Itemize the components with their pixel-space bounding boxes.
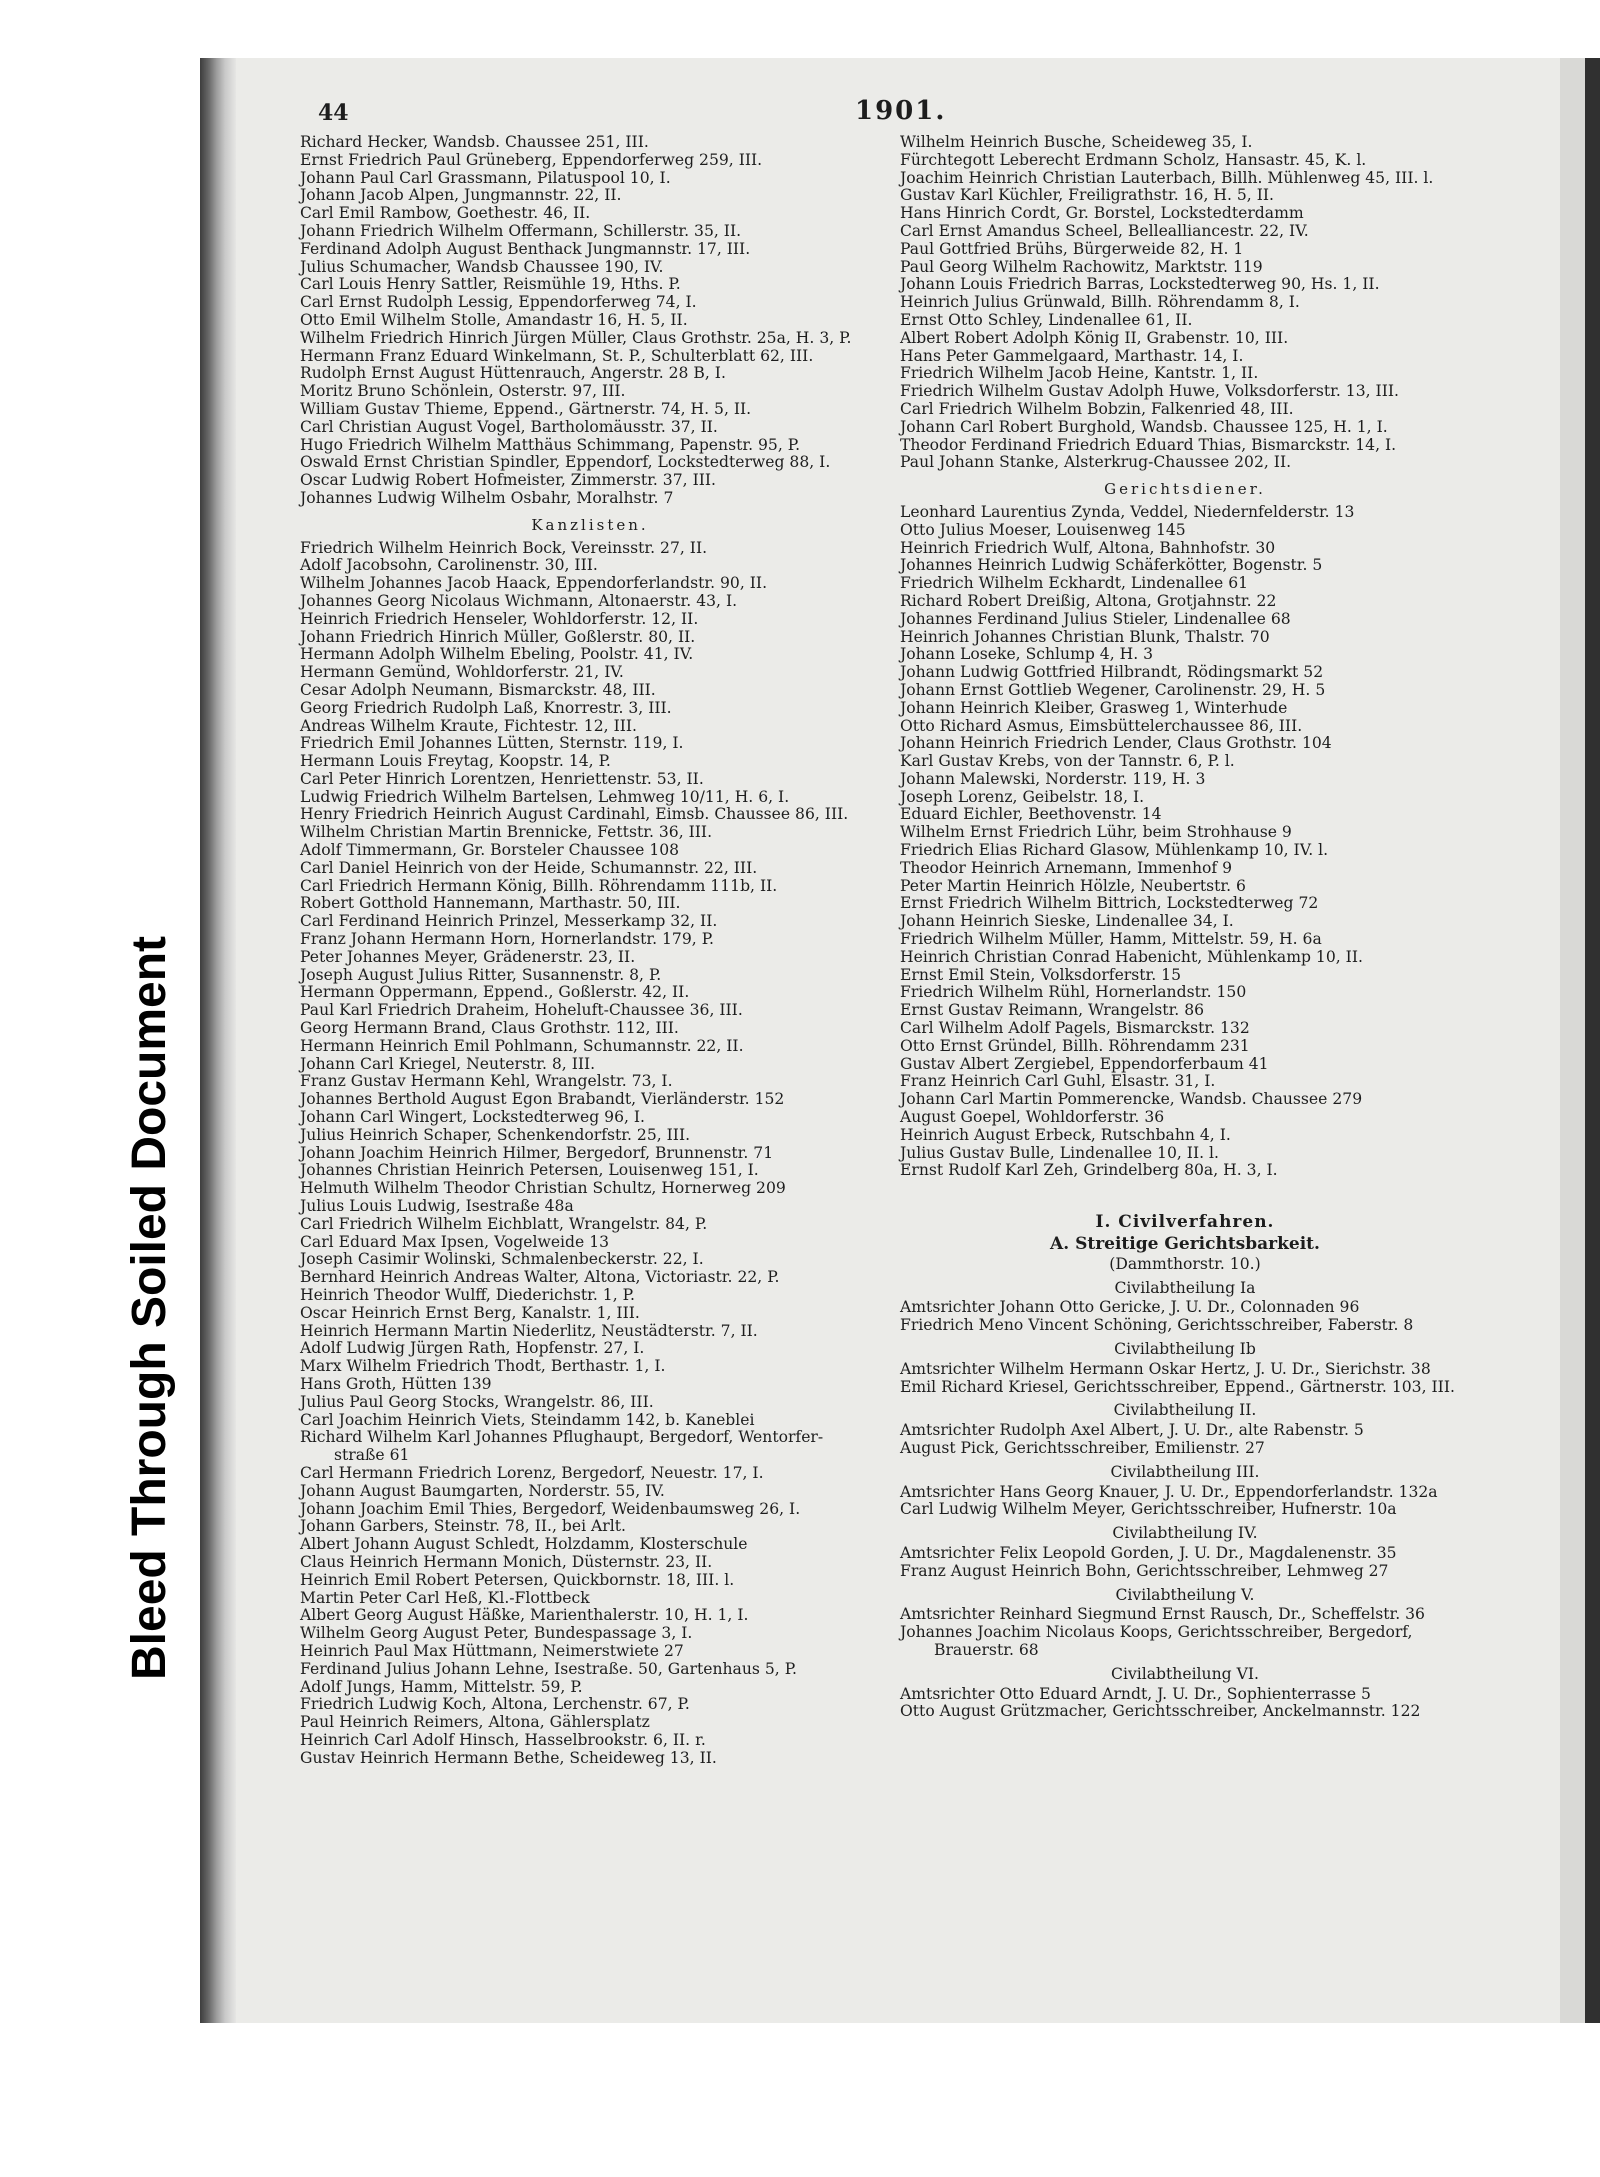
list-item: Carl Wilhelm Adolf Pagels, Bismarckstr. 132 — [900, 1019, 1250, 1038]
list-item: Hans Groth, Hütten 139 — [300, 1374, 492, 1393]
list-item: Carl Peter Hinrich Lorentzen, Henriettenstr. 53, II. — [300, 769, 704, 788]
department-line: Friedrich Meno Vincent Schöning, Gerichtsschreiber, Faberstr. 8 — [900, 1316, 1414, 1335]
list-item: Carl Christian August Vogel, Bartholomäusstr. 37, II. — [300, 417, 718, 436]
condition-stamp — [50, 665, 176, 1680]
page-edge — [1560, 58, 1585, 2023]
list-item: Johann Loseke, Schlump 4, H. 3 — [900, 645, 1154, 664]
list-item: Heinrich Christian Conrad Habenicht, Mühlenkamp 10, II. — [900, 947, 1363, 966]
list-item: Johannes Heinrich Ludwig Schäferkötter, Bogenstr. 5 — [900, 556, 1323, 575]
list-item: August Goepel, Wohldorferstr. 36 — [900, 1108, 1165, 1127]
left-entry-list — [300, 134, 880, 508]
list-item: Georg Friedrich Rudolph Laß, Knorrestr. 3, III. — [300, 698, 672, 717]
list-item: Johann Ernst Gottlieb Wegener, Carolinenstr. 29, H. 5 — [900, 680, 1326, 699]
department-title: Civilabtheilung VI. — [1111, 1664, 1259, 1683]
department-line: Amtsrichter Hans Georg Knauer, J. U. Dr., Eppendorferlandstr. 132a — [900, 1482, 1438, 1501]
list-item: Ernst Otto Schley, Lindenallee 61, II. — [900, 310, 1193, 329]
list-item: Johann Heinrich Kleiber, Grasweg 1, Winterhude — [900, 698, 1288, 717]
department-line: Amtsrichter Rudolph Axel Albert, J. U. Dr., alte Rabenstr. 5 — [900, 1421, 1364, 1440]
list-item: Friedrich Wilhelm Jacob Heine, Kantstr. 1, II. — [900, 364, 1259, 383]
list-item: Ludwig Friedrich Wilhelm Bartelsen, Lehmweg 10/11, H. 6, I. — [300, 787, 790, 806]
department-line: Amtsrichter Johann Otto Gericke, J. U. Dr., Colonnaden 96 — [900, 1298, 1360, 1317]
list-item: Leonhard Laurentius Zynda, Veddel, Niedernfelderstr. 13 — [900, 502, 1355, 521]
list-item: Paul Karl Friedrich Draheim, Hoheluft-Chaussee 36, III. — [300, 1001, 743, 1020]
list-item: Cesar Adolph Neumann, Bismarckstr. 48, III. — [300, 680, 656, 699]
list-item: Karl Gustav Krebs, von der Tannstr. 6, P. l. — [900, 752, 1235, 771]
list-item: Friedrich Wilhelm Müller, Hamm, Mittelstr. 59, H. 6a — [900, 930, 1322, 949]
civil-heading: I. Civilverfahren. — [1095, 1212, 1275, 1233]
list-item: Albert Georg August Häßke, Marienthalerstr. 10, H. 1, I. — [300, 1606, 749, 1625]
list-item: Oswald Ernst Christian Spindler, Eppendorf, Lockstedterweg 88, I. — [300, 453, 831, 472]
list-item: Carl Joachim Heinrich Viets, Steindamm 142, b. Kaneblei — [300, 1410, 755, 1429]
right-entry-list — [900, 134, 1470, 472]
list-item: Carl Daniel Heinrich von der Heide, Schumannstr. 22, III. — [300, 858, 758, 877]
list-item: Rudolph Ernst August Hüttenrauch, Angerstr. 28 B, I. — [300, 364, 726, 383]
list-item: Johann Heinrich Friedrich Lender, Claus Grothstr. 104 — [900, 734, 1332, 753]
list-item: Hans Hinrich Cordt, Gr. Borstel, Lockstedterdamm — [900, 204, 1304, 223]
list-item: Franz Gustav Hermann Kehl, Wrangelstr. 73, I. — [300, 1072, 673, 1091]
department-title: Civilabtheilung III. — [1110, 1462, 1260, 1481]
list-item: Carl Friedrich Wilhelm Bobzin, Falkenried 48, III. — [900, 399, 1294, 418]
list-item: Carl Ernst Amandus Scheel, Bellealliancestr. 22, IV. — [900, 221, 1309, 240]
list-item: Hermann Oppermann, Eppend., Goßlerstr. 42, II. — [300, 983, 690, 1002]
list-item: Friedrich Wilhelm Eckhardt, Lindenallee 61 — [900, 574, 1249, 593]
list-item: Julius Schumacher, Wandsb Chaussee 190, IV. — [300, 257, 664, 276]
list-item: Adolf Timmermann, Gr. Borsteler Chaussee 108 — [300, 841, 680, 860]
list-item: Joseph August Julius Ritter, Susannenstr. 8, P. — [300, 965, 662, 984]
list-item: Otto Richard Asmus, Eimsbüttelerchaussee 86, III. — [900, 716, 1303, 735]
list-item: Johannes Ludwig Wilhelm Osbahr, Moralhstr. 7 — [300, 488, 674, 507]
department-line: Amtsrichter Felix Leopold Gorden, J. U. Dr., Magdalenenstr. 35 — [900, 1543, 1397, 1562]
list-item: Theodor Heinrich Arnemann, Immenhof 9 — [900, 858, 1233, 877]
list-item: Hermann Gemünd, Wohldorferstr. 21, IV. — [300, 663, 624, 682]
list-item: Robert Gotthold Hannemann, Marthastr. 50, III. — [300, 894, 681, 913]
list-item: Georg Hermann Brand, Claus Grothstr. 112, III. — [300, 1019, 679, 1038]
list-item: Carl Hermann Friedrich Lorenz, Bergedorf, Neuestr. 17, I. — [300, 1463, 764, 1482]
list-item: Heinrich Emil Robert Petersen, Quickbornstr. 18, III. l. — [300, 1570, 735, 1589]
list-item: Heinrich August Erbeck, Rutschbahn 4, I. — [900, 1125, 1231, 1144]
department-line: Otto August Grützmacher, Gerichtsschreiber, Anckelmannstr. 122 — [900, 1702, 1421, 1721]
list-item: Adolf Ludwig Jürgen Rath, Hopfenstr. 27, I. — [300, 1339, 645, 1358]
page-year: 1901. — [855, 96, 947, 126]
list-item: Heinrich Theodor Wulff, Diederichstr. 1, P. — [300, 1286, 635, 1304]
list-item: Fürchtegott Leberecht Erdmann Scholz, Hansastr. 45, K. l. — [900, 150, 1367, 169]
list-item: Albert Johann August Schledt, Holzdamm, Klosterschule — [300, 1535, 748, 1554]
list-item: Wilhelm Johannes Jacob Haack, Eppendorferlandstr. 90, II. — [300, 574, 768, 593]
list-item: Carl Ernst Rudolph Lessig, Eppendorferweg 74, I. — [300, 293, 697, 312]
civil-subheading: A. Streitige Gerichtsbarkeit. — [1050, 1234, 1320, 1255]
left-column — [300, 134, 880, 1768]
list-item: Paul Heinrich Reimers, Altona, Gählersplatz — [300, 1713, 650, 1732]
list-item: Johann Jacob Alpen, Jungmannstr. 22, II. — [300, 186, 622, 205]
scan-background — [1585, 58, 1600, 2023]
list-item: straße 61 — [334, 1446, 410, 1465]
binding-frame — [200, 58, 236, 2023]
list-item: Helmuth Wilhelm Theodor Christian Schultz, Hornerweg 209 — [300, 1179, 786, 1198]
list-item: Claus Heinrich Hermann Monich, Düsternstr. 23, II. — [300, 1552, 713, 1571]
list-item: Friedrich Wilhelm Heinrich Bock, Vereinsstr. 27, II. — [300, 538, 708, 557]
list-item: Johann Ludwig Gottfried Hilbrandt, Rödingsmarkt 52 — [900, 663, 1324, 682]
list-item: Ferdinand Julius Johann Lehne, Isestraße. 50, Gartenhaus 5, P. — [300, 1659, 797, 1678]
list-item: Otto Emil Wilhelm Stolle, Amandastr 16, H. 5, II. — [300, 310, 688, 329]
civil-departments — [900, 1280, 1470, 1722]
list-item: Heinrich Julius Grünwald, Billh. Röhrendamm 8, I. — [900, 293, 1300, 312]
list-item: Friedrich Ludwig Koch, Altona, Lerchenstr. 67, P. — [300, 1695, 690, 1714]
list-item: Wilhelm Heinrich Busche, Scheideweg 35, I. — [900, 133, 1253, 151]
list-item: Adolf Jacobsohn, Carolinenstr. 30, III. — [300, 556, 598, 575]
list-item: Joseph Lorenz, Geibelstr. 18, I. — [900, 787, 1145, 806]
list-item: Martin Peter Carl Heß, Kl.-Flottbeck — [300, 1588, 590, 1607]
list-item: Johann Friedrich Hinrich Müller, Goßlerstr. 80, II. — [300, 627, 696, 646]
list-item: Friedrich Emil Johannes Lütten, Sternstr. 119, I. — [300, 734, 684, 753]
list-item: William Gustav Thieme, Eppend., Gärtnerstr. 74, H. 5, II. — [300, 399, 752, 418]
department-line: Johannes Joachim Nicolaus Koops, Gerichtsschreiber, Bergedorf, — [900, 1623, 1413, 1642]
list-item: Richard Wilhelm Karl Johannes Pflughaupt, Bergedorf, Wentorfer- — [300, 1428, 824, 1447]
list-item: Oscar Ludwig Robert Hofmeister, Zimmerstr. 37, III. — [300, 471, 717, 490]
list-item: Peter Johannes Meyer, Grädenerstr. 23, II. — [300, 947, 636, 966]
list-item: Wilhelm Friedrich Hinrich Jürgen Müller, Claus Grothstr. 25a, H. 3, P. — [300, 328, 852, 347]
list-item: Oscar Heinrich Ernst Berg, Kanalstr. 1, III. — [300, 1303, 640, 1322]
list-item: Eduard Eichler, Beethovenstr. 14 — [900, 805, 1162, 824]
list-item: Moritz Bruno Schönlein, Osterstr. 97, III. — [300, 382, 626, 401]
department-line: Brauerstr. 68 — [934, 1640, 1039, 1659]
list-item: Heinrich Friedrich Henseler, Wohldorferstr. 12, II. — [300, 609, 699, 628]
list-item: Bernhard Heinrich Andreas Walter, Altona, Victoriastr. 22, P. — [300, 1268, 780, 1287]
list-item: Peter Martin Heinrich Hölzle, Neubertstr. 6 — [900, 876, 1246, 895]
department-title: Civilabtheilung V. — [1115, 1585, 1255, 1604]
list-item: Johann Joachim Heinrich Hilmer, Bergedorf, Brunnenstr. 71 — [300, 1143, 774, 1162]
list-item: Johann August Baumgarten, Norderstr. 55, IV. — [300, 1481, 665, 1500]
list-item: Paul Georg Wilhelm Rachowitz, Marktstr. 119 — [900, 257, 1263, 276]
list-item: Carl Friedrich Hermann König, Billh. Röhrendamm 111b, II. — [300, 876, 778, 895]
list-item: Ernst Gustav Reimann, Wrangelstr. 86 — [900, 1001, 1205, 1020]
civil-location: (Dammthorstr. 10.) — [1109, 1254, 1261, 1273]
list-item: Heinrich Paul Max Hüttmann, Neimerstwiete 27 — [300, 1641, 684, 1660]
list-item: Johann Carl Wingert, Lockstedterweg 96, I. — [300, 1108, 646, 1127]
department-title: Civilabtheilung Ia — [1114, 1278, 1256, 1297]
department-title: Civilabtheilung II. — [1113, 1401, 1257, 1420]
list-item: Julius Louis Ludwig, Isestraße 48a — [300, 1197, 574, 1216]
department-line: Amtsrichter Reinhard Siegmund Ernst Rausch, Dr., Scheffelstr. 36 — [900, 1605, 1425, 1624]
list-item: Franz Johann Hermann Horn, Hornerlandstr. 179, P. — [300, 930, 714, 949]
list-item: Theodor Ferdinand Friedrich Eduard Thias, Bismarckstr. 14, I. — [900, 435, 1397, 454]
list-item: Heinrich Hermann Martin Niederlitz, Neustädterstr. 7, II. — [300, 1321, 758, 1340]
list-item: Johannes Georg Nicolaus Wichmann, Altonaerstr. 43, I. — [300, 591, 738, 610]
list-item: Hans Peter Gammelgaard, Marthastr. 14, I. — [900, 346, 1244, 365]
list-item: Hermann Heinrich Emil Pohlmann, Schumannstr. 22, II. — [300, 1036, 744, 1055]
department-line: Emil Richard Kriesel, Gerichtsschreiber, Eppend., Gärtnerstr. 103, III. — [900, 1377, 1455, 1396]
section-title-gerichtsdiener: Gerichtsdiener. — [1104, 480, 1266, 499]
list-item: Otto Ernst Gründel, Billh. Röhrendamm 231 — [900, 1036, 1250, 1055]
list-item: Ernst Friedrich Paul Grüneberg, Eppendorferweg 259, III. — [300, 150, 763, 169]
list-item: Gustav Albert Zergiebel, Eppendorferbaum 41 — [900, 1054, 1269, 1073]
list-item: Wilhelm Christian Martin Brennicke, Fettstr. 36, III. — [300, 823, 713, 842]
list-item: Andreas Wilhelm Kraute, Fichtestr. 12, III. — [300, 716, 638, 735]
list-item: Otto Julius Moeser, Louisenweg 145 — [900, 520, 1186, 539]
list-item: Johann Paul Carl Grassmann, Pilatuspool 10, I. — [300, 168, 671, 187]
list-item: Johann Carl Martin Pommerencke, Wandsb. Chaussee 279 — [900, 1090, 1363, 1109]
list-item: Johannes Ferdinand Julius Stieler, Lindenallee 68 — [900, 609, 1291, 628]
list-item: Wilhelm Ernst Friedrich Lühr, beim Strohhause 9 — [900, 823, 1292, 842]
list-item: Johann Carl Kriegel, Neuterstr. 8, III. — [300, 1054, 596, 1073]
list-item: Carl Ferdinand Heinrich Prinzel, Messerkamp 32, II. — [300, 912, 718, 931]
list-item: Ernst Emil Stein, Volksdorferstr. 15 — [900, 965, 1182, 984]
department-line: Franz August Heinrich Bohn, Gerichtsschreiber, Lehmweg 27 — [900, 1561, 1389, 1580]
list-item: Hermann Franz Eduard Winkelmann, St. P., Schulterblatt 62, III. — [300, 346, 814, 365]
kanzlisten-list — [300, 540, 880, 1768]
list-item: Johann Louis Friedrich Barras, Lockstedterweg 90, Hs. 1, II. — [900, 275, 1380, 294]
list-item: Adolf Jungs, Hamm, Mittelstr. 59, P. — [300, 1677, 583, 1696]
list-item: Carl Friedrich Wilhelm Eichblatt, Wrangelstr. 84, P. — [300, 1214, 708, 1233]
right-column — [900, 134, 1470, 1721]
list-item: Carl Eduard Max Ipsen, Vogelweide 13 — [300, 1232, 610, 1251]
list-item: Heinrich Friedrich Wulf, Altona, Bahnhofstr. 30 — [900, 538, 1276, 557]
list-item: Carl Emil Rambow, Goethestr. 46, II. — [300, 204, 591, 223]
list-item: Henry Friedrich Heinrich August Cardinahl, Eimsb. Chaussee 86, III. — [300, 805, 849, 824]
list-item: Johannes Christian Heinrich Petersen, Louisenweg 151, I. — [300, 1161, 759, 1180]
list-item: Heinrich Carl Adolf Hinsch, Hasselbrookstr. 6, II. r. — [300, 1730, 706, 1749]
list-item: Hermann Louis Freytag, Koopstr. 14, P. — [300, 752, 611, 771]
list-item: Wilhelm Georg August Peter, Bundespassage 3, I. — [300, 1624, 693, 1643]
list-item: Heinrich Johannes Christian Blunk, Thalstr. 70 — [900, 627, 1270, 646]
department-line: Amtsrichter Otto Eduard Arndt, J. U. Dr., Sophienterrasse 5 — [900, 1684, 1371, 1703]
list-item: Carl Louis Henry Sattler, Reismühle 19, Hths. P. — [300, 275, 681, 294]
list-item: Gustav Karl Küchler, Freiligrathstr. 16, H. 5, II. — [900, 186, 1274, 205]
list-item: Johann Friedrich Wilhelm Offermann, Schillerstr. 35, II. — [300, 221, 742, 240]
list-item: Franz Heinrich Carl Guhl, Elsastr. 31, I. — [900, 1072, 1216, 1091]
condition-stamp-text: Bleed Through Soiled Document — [123, 935, 176, 1680]
list-item: Joseph Casimir Wolinski, Schmalenbeckerstr. 22, I. — [300, 1250, 704, 1269]
department-line: Amtsrichter Wilhelm Hermann Oskar Hertz, J. U. Dr., Sierichstr. 38 — [900, 1359, 1431, 1378]
list-item: Hermann Adolph Wilhelm Ebeling, Poolstr. 41, IV. — [300, 645, 694, 664]
list-item: Julius Heinrich Schaper, Schenkendorfstr. 25, III. — [300, 1125, 691, 1144]
list-item: Friedrich Wilhelm Rühl, Hornerlandstr. 150 — [900, 983, 1247, 1002]
list-item: Marx Wilhelm Friedrich Thodt, Berthastr. 1, I. — [300, 1357, 666, 1376]
list-item: Johann Heinrich Sieske, Lindenallee 34, I. — [900, 912, 1234, 931]
list-item: Gustav Heinrich Hermann Bethe, Scheideweg 13, II. — [300, 1748, 717, 1767]
list-item: Friedrich Wilhelm Gustav Adolph Huwe, Volksdorferstr. 13, III. — [900, 382, 1399, 401]
list-item: Johann Carl Robert Burghold, Wandsb. Chaussee 125, H. 1, I. — [900, 417, 1388, 436]
list-item: Julius Paul Georg Stocks, Wrangelstr. 86, III. — [300, 1392, 654, 1411]
page-number: 44 — [318, 100, 349, 126]
list-item: Paul Gottfried Brühs, Bürgerweide 82, H. 1 — [900, 239, 1244, 258]
list-item: Richard Robert Dreißig, Altona, Grotjahnstr. 22 — [900, 591, 1277, 610]
list-item: Ferdinand Adolph August Benthack Jungmannstr. 17, III. — [300, 239, 751, 258]
section-title-kanzlisten: Kanzlisten. — [531, 515, 649, 534]
list-item: Johann Garbers, Steinstr. 78, II., bei Arlt. — [300, 1517, 626, 1536]
list-item: Johann Joachim Emil Thies, Bergedorf, Weidenbaumsweg 26, I. — [300, 1499, 801, 1518]
list-item: Hugo Friedrich Wilhelm Matthäus Schimmang, Papenstr. 95, P. — [300, 435, 801, 454]
department-line: Carl Ludwig Wilhelm Meyer, Gerichtsschreiber, Hufnerstr. 10a — [900, 1500, 1397, 1519]
list-item: Richard Hecker, Wandsb. Chaussee 251, III. — [300, 133, 649, 151]
list-item: Friedrich Elias Richard Glasow, Mühlenkamp 10, IV. l. — [900, 841, 1329, 860]
list-item: Ernst Rudolf Karl Zeh, Grindelberg 80a, H. 3, I. — [900, 1161, 1278, 1180]
list-item: Ernst Friedrich Wilhelm Bittrich, Lockstedterweg 72 — [900, 894, 1319, 913]
department-title: Civilabtheilung Ib — [1114, 1340, 1256, 1358]
department-line: August Pick, Gerichtsschreiber, Emilienstr. 27 — [900, 1438, 1265, 1457]
gerichtsdiener-list — [900, 504, 1470, 1180]
list-item: Johannes Berthold August Egon Brabandt, Vierländerstr. 152 — [300, 1090, 785, 1109]
department-title: Civilabtheilung IV. — [1112, 1524, 1258, 1543]
list-item: Paul Johann Stanke, Alsterkrug-Chaussee 202, II. — [900, 453, 1292, 472]
list-item: Johann Malewski, Norderstr. 119, H. 3 — [900, 769, 1206, 788]
list-item: Joachim Heinrich Christian Lauterbach, Billh. Mühlenweg 45, III. l. — [900, 168, 1434, 187]
list-item: Albert Robert Adolph König II, Grabenstr. 10, III. — [900, 328, 1289, 347]
list-item: Julius Gustav Bulle, Lindenallee 10, II. l. — [900, 1143, 1219, 1162]
